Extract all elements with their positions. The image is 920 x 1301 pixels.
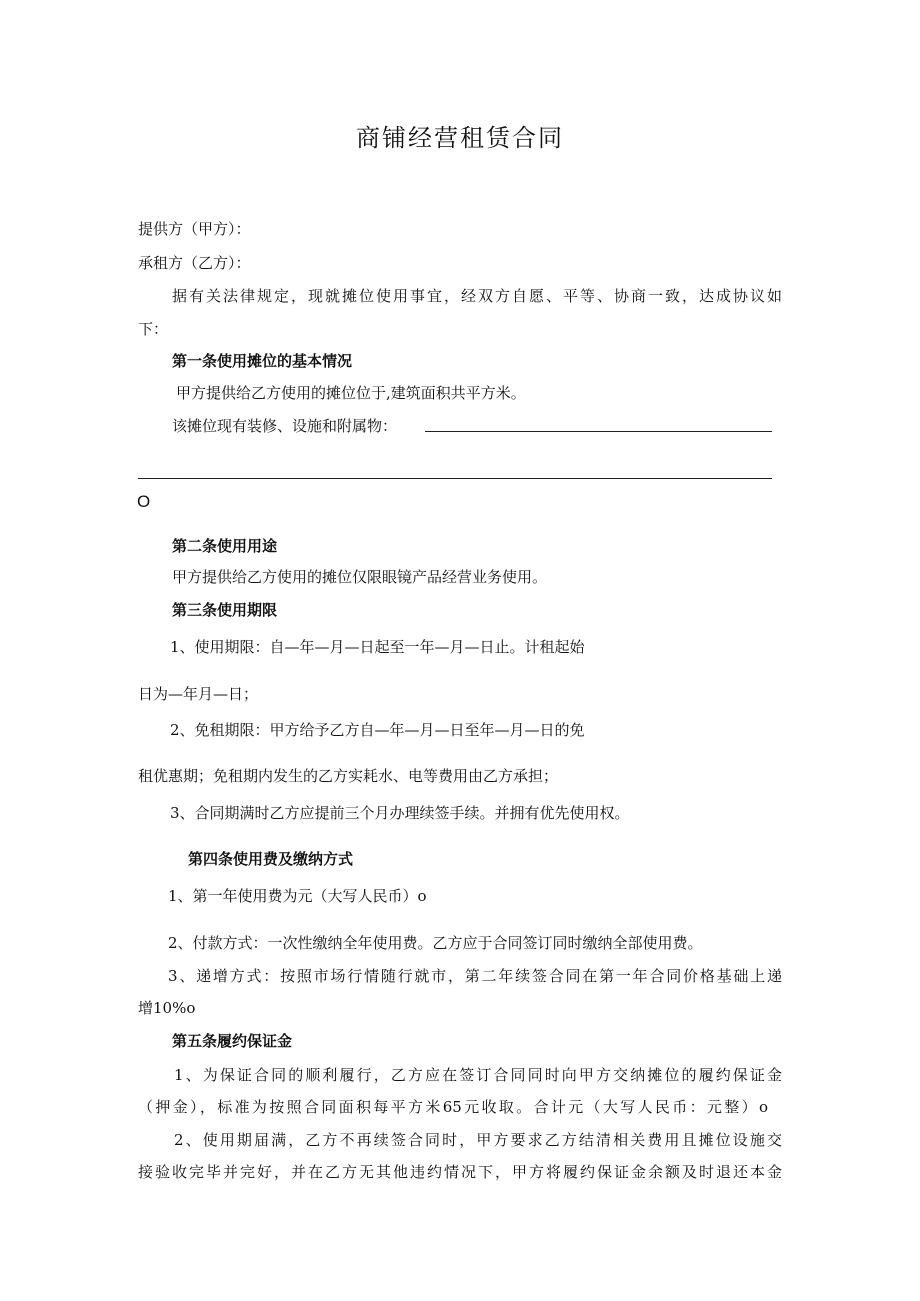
provider-party-line: 提供方（甲方）： xyxy=(138,220,251,238)
article-5-item-2-line-1: 2、使用期届满，乙方不再续签合同时，甲方要求乙方结清相关费用且摊位设施交 xyxy=(174,1131,782,1149)
article-3-item-3: 3、合同期满时乙方应提前三个月办理续签手续。并拥有优先使用权。 xyxy=(170,804,630,822)
article-2-purpose: 甲方提供给乙方使用的摊位仅限眼镜产品经营业务使用。 xyxy=(172,568,548,586)
article-4-item-2: 2、付款方式：一次性缴纳全年使用费。乙方应于合同签订同时缴纳全部使用费。 xyxy=(168,934,703,952)
lessee-party-line: 承租方（乙方）： xyxy=(138,254,251,272)
article-4-item-3-line-1: 3、递增方式：按照市场行情随行就市，第二年续签合同在第一年合同价格基础上递 xyxy=(168,967,782,985)
article-4-item-1: 1、第一年使用费为元（大写人民币）o xyxy=(168,887,427,905)
article-3-item-1-line-1: 1、使用期限：自—年—月—日起至一年—月—日止。计租起始 xyxy=(170,638,585,656)
article-1-end-mark: O xyxy=(137,492,151,511)
article-2-heading: 第二条使用用途 xyxy=(172,537,278,555)
article-4-heading: 第四条使用费及缴纳方式 xyxy=(188,850,354,868)
article-1-location: 甲方提供给乙方使用的摊位位于,建筑面积共平方米。 xyxy=(176,384,526,402)
article-5-item-1-line-1: 1、为保证合同的顺利履行，乙方应在签订合同同时向甲方交纳摊位的履约保证金 xyxy=(174,1066,782,1084)
article-3-item-2-line-2: 租优惠期；免租期内发生的乙方实耗水、电等费用由乙方承担； xyxy=(138,767,559,785)
article-5-heading: 第五条履约保证金 xyxy=(172,1032,293,1050)
preamble-line-1: 据有关法律规定，现就摊位使用事宜，经双方自愿、平等、协商一致，达成协议如 xyxy=(172,287,782,305)
article-1-fixtures-label: 该摊位现有装修、设施和附属物： xyxy=(172,417,398,435)
article-3-item-2-line-1: 2、免租期限：甲方给予乙方自—年—月—日至年—月—日的免 xyxy=(170,721,585,739)
document-title: 商铺经营租赁合同 xyxy=(356,124,564,152)
fixtures-fill-line xyxy=(425,431,772,432)
article-4-item-3-line-2: 增10%o xyxy=(138,999,196,1017)
article-3-item-1-line-2: 日为—年月—日； xyxy=(138,685,259,703)
article-3-heading: 第三条使用期限 xyxy=(172,601,278,619)
fixtures-fill-line-2 xyxy=(138,478,772,479)
article-5-item-2-line-2: 接验收完毕并完好，并在乙方无其他违约情况下，甲方将履约保证金余额及时退还本金 xyxy=(138,1163,782,1181)
preamble-line-2: 下： xyxy=(138,320,169,338)
article-1-heading: 第一条使用摊位的基本情况 xyxy=(172,352,353,370)
article-5-item-1-line-2: （押金），标准为按照合同面积每平方米65元收取。合计元（大写人民币：元整）o xyxy=(138,1098,768,1116)
